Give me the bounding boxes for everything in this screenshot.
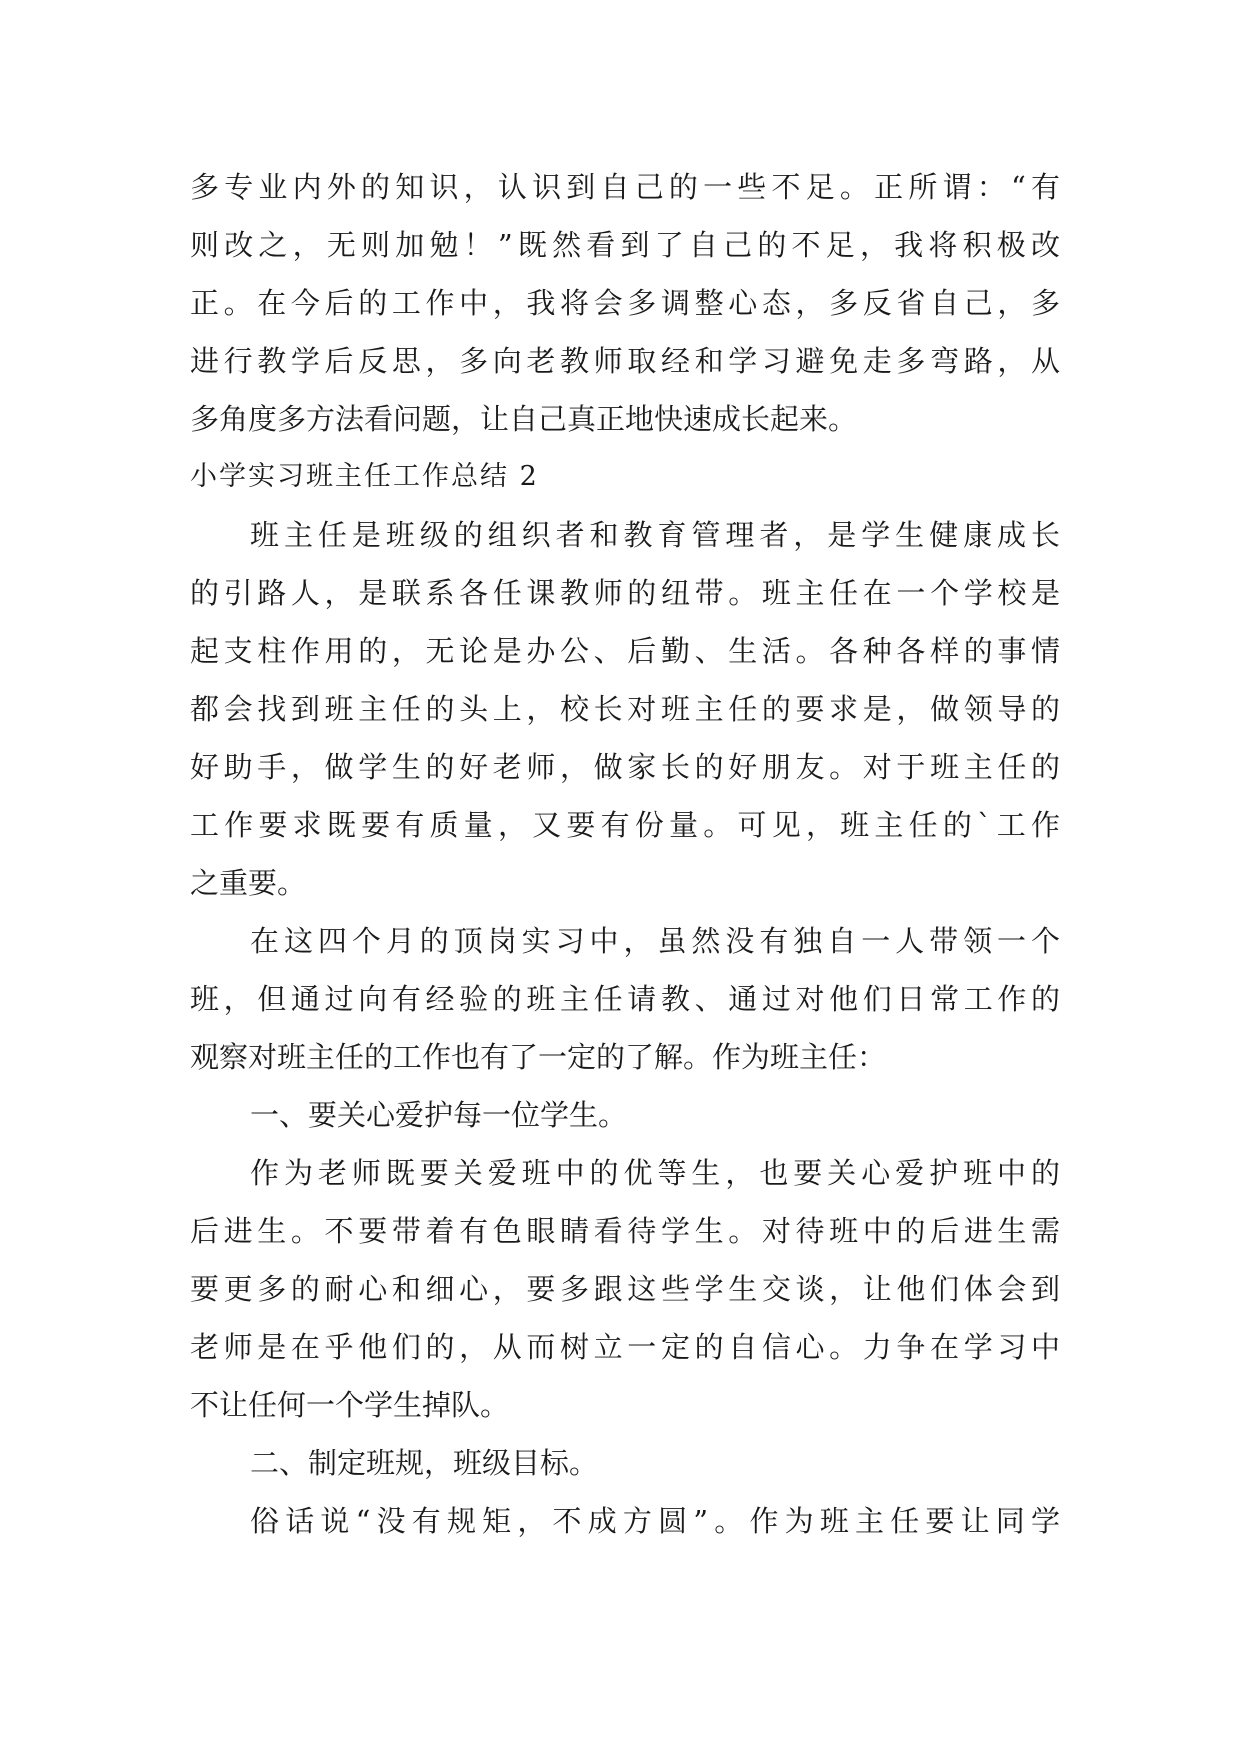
text-line: 班，但通过向有经验的班主任请教、通过对他们日常工作的 xyxy=(190,982,1060,1016)
text-line: 的引路人，是联系各任课教师的纽带。班主任在一个学校是 xyxy=(190,576,1060,610)
text-line: 后进生。不要带着有色眼睛看待学生。对待班中的后进生需 xyxy=(190,1214,1060,1248)
paragraph-2 xyxy=(190,912,1060,1086)
text-line: 俗话说“没有规矩，不成方圆”。作为班主任要让同学 xyxy=(250,1504,1060,1538)
subheading-2: 二、制定班规，班级目标。 xyxy=(250,1446,599,1480)
text-line: 多专业内外的知识，认识到自己的一些不足。正所谓：“有 xyxy=(190,170,1060,204)
text-line: 起支柱作用的，无论是办公、后勤、生活。各种各样的事情 xyxy=(190,634,1060,668)
text-line: 工作要求既要有质量，又要有份量。可见，班主任的`工作 xyxy=(190,808,1060,842)
paragraph-continued xyxy=(190,158,1060,448)
subheading-1: 一、要关心爱护每一位学生。 xyxy=(250,1098,628,1132)
text-line: 不让任何一个学生掉队。 xyxy=(190,1388,510,1422)
text-line: 作为老师既要关爱班中的优等生，也要关心爱护班中的 xyxy=(250,1156,1060,1190)
document-body xyxy=(190,158,1060,1550)
text-line: 好助手，做学生的好老师，做家长的好朋友。对于班主任的 xyxy=(190,750,1060,784)
text-line: 班主任是班级的组织者和教育管理者，是学生健康成长 xyxy=(250,518,1060,552)
text-line: 都会找到班主任的头上，校长对班主任的要求是，做领导的 xyxy=(190,692,1060,726)
paragraph-1 xyxy=(190,506,1060,912)
text-line: 老师是在乎他们的，从而树立一定的自信心。力争在学习中 xyxy=(190,1330,1060,1364)
paragraph-4 xyxy=(190,1492,1060,1550)
text-line: 要更多的耐心和细心，要多跟这些学生交谈，让他们体会到 xyxy=(190,1272,1060,1306)
text-line: 进行教学后反思，多向老教师取经和学习避免走多弯路，从 xyxy=(190,344,1060,378)
text-line: 观察对班主任的工作也有了一定的了解。作为班主任： xyxy=(190,1040,887,1074)
text-line: 之重要。 xyxy=(190,866,307,900)
paragraph-3 xyxy=(190,1144,1060,1434)
text-line: 多角度多方法看问题，让自己真正地快速成长起来。 xyxy=(190,402,858,436)
text-line: 则改之，无则加勉！”既然看到了自己的不足，我将积极改 xyxy=(190,228,1060,262)
text-line: 正。在今后的工作中，我将会多调整心态，多反省自己，多 xyxy=(190,286,1060,320)
section-title: 小学实习班主任工作总结 2 xyxy=(190,461,539,492)
text-line: 在这四个月的顶岗实习中，虽然没有独自一人带领一个 xyxy=(250,924,1060,958)
